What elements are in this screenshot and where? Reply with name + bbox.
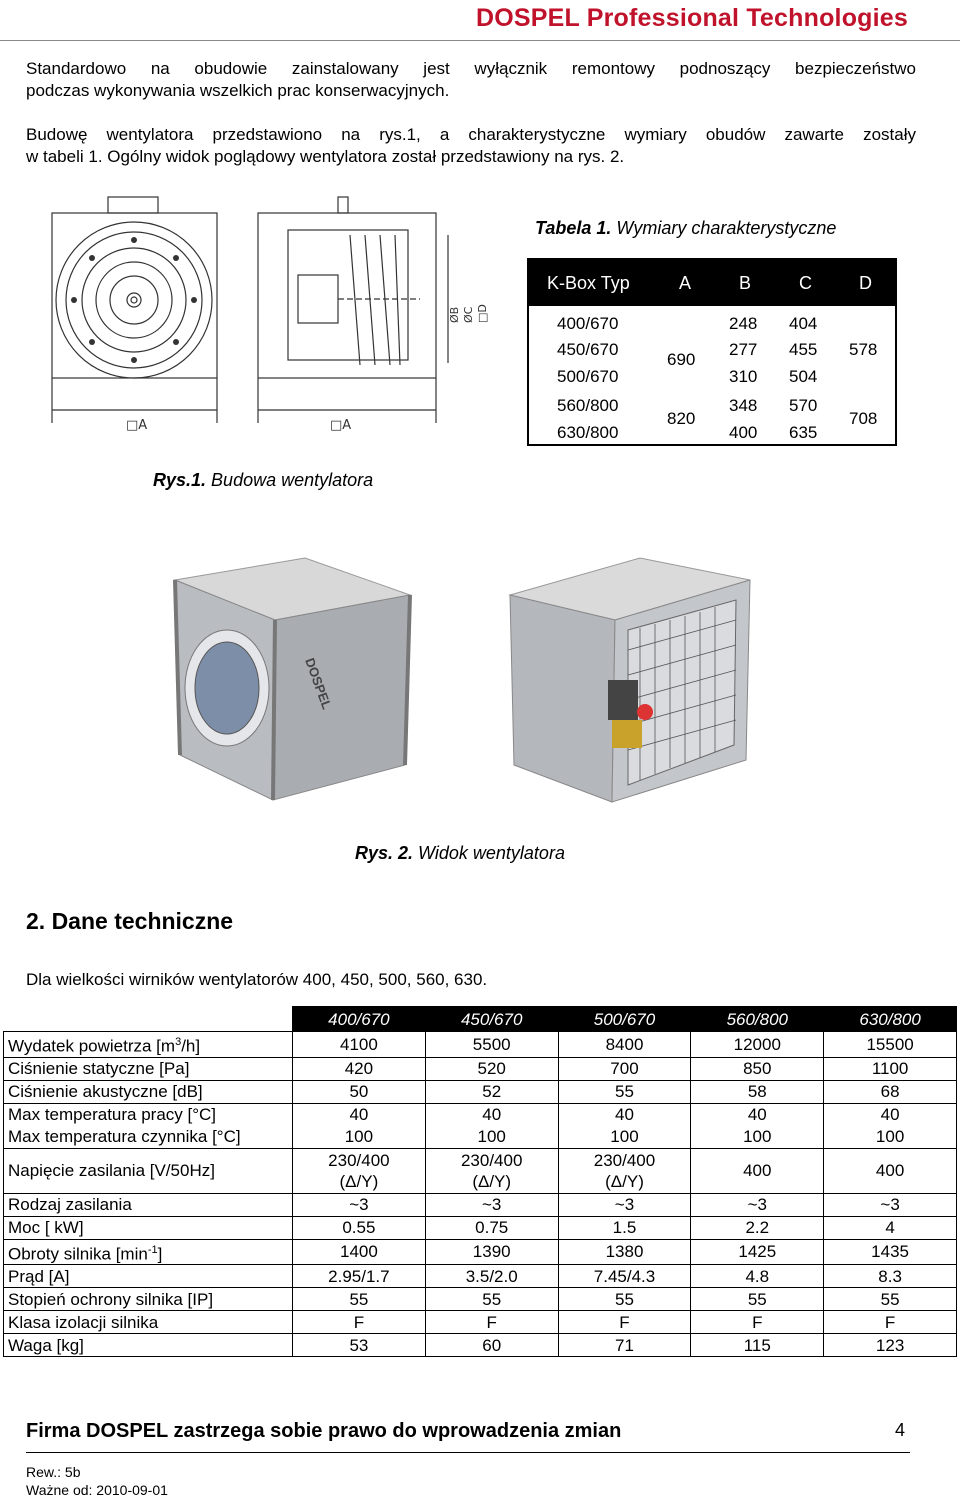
spec-cell: 60 [425, 1334, 558, 1357]
drawing-label-side-a: □A [330, 418, 352, 433]
table-row [4, 1193, 957, 1216]
spec-cell: 1435 [824, 1239, 957, 1265]
spec-cell: 7.45/4.3 [558, 1265, 691, 1288]
page-number: 4 [895, 1420, 906, 1440]
dim-a: 820 [667, 409, 696, 428]
spec-cell: 40 [824, 1103, 957, 1126]
table-row [4, 1334, 957, 1357]
spec-row-label: Max temperatura czynnika [°C] [4, 1126, 293, 1149]
spec-col-header: 400/670 [293, 1007, 426, 1032]
table1-caption [535, 218, 836, 239]
valid-from-label: Ważne od: 2010-09-01 [26, 1482, 168, 1498]
intro-p1-line1: Standardowo na obudowie zainstalowany jest wyłącznik remontowy podnoszący bezpieczeństwo [26, 59, 916, 78]
intro-paragraph-1 [26, 58, 916, 102]
table-row [4, 1288, 957, 1311]
spec-cell: 55 [824, 1288, 957, 1311]
table-row [4, 1265, 957, 1288]
spec-row-label: Rodzaj zasilania [4, 1193, 293, 1216]
spec-row-label: Napięcie zasilania [V/50Hz] [4, 1148, 293, 1193]
dimensions-table-header [529, 260, 895, 306]
spec-cell: F [824, 1311, 957, 1334]
spec-cell: 2.95/1.7 [293, 1265, 426, 1288]
spec-cell: 1380 [558, 1239, 691, 1265]
spec-cell: 3.5/2.0 [425, 1265, 558, 1288]
dim-header-b: B [739, 273, 752, 293]
header-brand: DOSPEL Professional Technologies [476, 4, 908, 32]
spec-cell: 230/400 (Δ/Y) [558, 1148, 691, 1193]
spec-cell: 1.5 [558, 1216, 691, 1239]
footer-divider [26, 1452, 910, 1453]
spec-cell: 12000 [691, 1032, 824, 1058]
spec-cell: 15500 [824, 1032, 957, 1058]
dim-type: 400/670 [557, 314, 619, 333]
spec-cell: 5500 [425, 1032, 558, 1058]
figure1-caption [153, 470, 373, 491]
spec-cell: 2.2 [691, 1216, 824, 1239]
spec-cell: 71 [558, 1334, 691, 1357]
drawing-label-b: ØB [448, 306, 461, 323]
spec-cell: 0.55 [293, 1216, 426, 1239]
spec-row-label: Waga [kg] [4, 1334, 293, 1357]
spec-cell: 40 [691, 1103, 824, 1126]
dim-c: 635 [789, 423, 818, 442]
figure2-caption-text: Widok wentylatora [413, 843, 565, 863]
table-row [4, 1311, 957, 1334]
spec-col-header: 560/800 [691, 1007, 824, 1032]
intro-p1-line2: podczas wykonywania wszelkich prac konserwacyjnych. [26, 81, 450, 100]
spec-cell: 700 [558, 1057, 691, 1080]
table-row [4, 1032, 957, 1058]
spec-cell: 68 [824, 1080, 957, 1103]
spec-row-label: Ciśnienie statyczne [Pa] [4, 1057, 293, 1080]
table-row [4, 1080, 957, 1103]
intro-p2-line1: Budowę wentylatora przedstawiono na rys.1, a charakterystyczne wymiary obudów zawarte zostały [26, 125, 916, 144]
dim-d: 708 [849, 409, 878, 428]
spec-cell: F [425, 1311, 558, 1334]
table-row [4, 1239, 957, 1265]
spec-cell: 50 [293, 1080, 426, 1103]
spec-cell: 58 [691, 1080, 824, 1103]
drawing-label-d: □D [476, 304, 489, 323]
spec-col-header: 630/800 [824, 1007, 957, 1032]
spec-cell: 52 [425, 1080, 558, 1103]
spec-cell: 4 [824, 1216, 957, 1239]
spec-cell: 55 [293, 1288, 426, 1311]
intro-p2-line2: w tabeli 1. Ogólny widok poglądowy wentylatora został przedstawiony na rys. 2. [26, 147, 625, 166]
dim-c: 455 [789, 340, 818, 359]
spec-cell: 850 [691, 1057, 824, 1080]
figure2-caption [355, 843, 565, 864]
figure2-caption-label: Rys. 2. [355, 843, 414, 863]
spec-cell: 4100 [293, 1032, 426, 1058]
header-divider [0, 40, 960, 41]
dim-type: 450/670 [557, 340, 619, 359]
dim-c: 504 [789, 367, 818, 386]
spec-cell: 55 [558, 1080, 691, 1103]
spec-cell: 55 [425, 1288, 558, 1311]
spec-cell: 53 [293, 1334, 426, 1357]
spec-cell: 0.75 [425, 1216, 558, 1239]
spec-row-label: Prąd [A] [4, 1265, 293, 1288]
intro-paragraph-2 [26, 124, 916, 168]
dospel-logo-text: DOSPEL [302, 655, 335, 712]
dim-a: 690 [667, 350, 696, 369]
dim-b: 348 [729, 396, 758, 415]
spec-cell: 1425 [691, 1239, 824, 1265]
spec-cell: 230/400 (Δ/Y) [425, 1148, 558, 1193]
spec-row-label: Obroty silnika $[\min^{-1}]$ [4, 1239, 293, 1265]
spec-cell: 400 [691, 1148, 824, 1193]
spec-cell: 100 [691, 1126, 824, 1149]
spec-cell: ~3 [425, 1193, 558, 1216]
dim-header-type: K-Box Typ [547, 273, 630, 293]
spec-cell: 40 [425, 1103, 558, 1126]
spec-cell: 400 [824, 1148, 957, 1193]
dim-b: 277 [729, 340, 758, 359]
spec-col-header: 450/670 [425, 1007, 558, 1032]
spec-cell: F [558, 1311, 691, 1334]
spec-cell: 1100 [824, 1057, 957, 1080]
spec-row-label: Moc [ kW] [4, 1216, 293, 1239]
spec-cell: 100 [824, 1126, 957, 1149]
dim-d: 578 [849, 340, 878, 359]
dim-b: 400 [729, 423, 758, 442]
spec-cell: F [293, 1311, 426, 1334]
spec-cell: ~3 [691, 1193, 824, 1216]
dimensions-table [527, 258, 897, 446]
dim-type: 500/670 [557, 367, 619, 386]
spec-row-label: Max temperatura pracy [°C] [4, 1103, 293, 1126]
spec-cell: ~3 [824, 1193, 957, 1216]
spec-cell: 100 [293, 1126, 426, 1149]
dim-type: 560/800 [557, 396, 619, 415]
spec-cell: 100 [425, 1126, 558, 1149]
spec-row-label: Klasa izolacji silnika [4, 1311, 293, 1334]
spec-cell: 115 [691, 1334, 824, 1357]
revision-label: Rew.: 5b [26, 1464, 81, 1480]
dim-c: 570 [789, 396, 818, 415]
dim-b: 310 [729, 367, 758, 386]
fan-photo-front [155, 540, 417, 810]
fan-construction-drawing [40, 195, 489, 440]
dim-c: 404 [789, 314, 818, 333]
table-row [4, 1216, 957, 1239]
table-row [4, 1148, 957, 1193]
dim-header-d: D [859, 273, 872, 293]
spec-cell: 1400 [293, 1239, 426, 1265]
spec-row-label: Wydatek powietrza $[m^3/h]$ [4, 1032, 293, 1058]
spec-cell: 520 [425, 1057, 558, 1080]
spec-cell: 1390 [425, 1239, 558, 1265]
spec-cell: ~3 [293, 1193, 426, 1216]
drawing-label-c: ØC [462, 306, 475, 323]
spec-cell: 123 [824, 1334, 957, 1357]
spec-header-row [4, 1007, 957, 1032]
section-title: 2. Dane techniczne [26, 908, 234, 934]
spec-cell: 55 [558, 1288, 691, 1311]
spec-cell: 55 [691, 1288, 824, 1311]
fan-photo-rear [500, 540, 762, 810]
spec-cell: 8400 [558, 1032, 691, 1058]
dim-header-c: C [799, 273, 812, 293]
figure1-caption-text: Budowa wentylatora [206, 470, 374, 490]
table1-caption-label: Tabela 1. [535, 218, 612, 238]
table-row [4, 1057, 957, 1080]
figure1-caption-label: Rys.1. [153, 470, 207, 490]
table-row [4, 1103, 957, 1126]
table1-caption-text: Wymiary charakterystyczne [611, 218, 837, 238]
spec-cell: 100 [558, 1126, 691, 1149]
spec-cell: 8.3 [824, 1265, 957, 1288]
table-row [4, 1126, 957, 1149]
spec-col-header: 500/670 [558, 1007, 691, 1032]
drawing-label-front-a: □A [126, 418, 148, 433]
spec-cell: 230/400 (Δ/Y) [293, 1148, 426, 1193]
spec-cell: F [691, 1311, 824, 1334]
dim-b: 248 [729, 314, 758, 333]
spec-cell: 420 [293, 1057, 426, 1080]
spec-cell: ~3 [558, 1193, 691, 1216]
spec-row-label: Ciśnienie akustyczne [dB] [4, 1080, 293, 1103]
technical-data-table [3, 1006, 957, 1357]
spec-cell: 40 [558, 1103, 691, 1126]
footer-note: Firma DOSPEL zastrzega sobie prawo do wprowadzenia zmian [26, 1420, 622, 1442]
spec-cell: 4.8 [691, 1265, 824, 1288]
section-intro: Dla wielkości wirników wentylatorów 400, 450, 500, 560, 630. [26, 970, 488, 989]
dim-header-a: A [679, 273, 692, 293]
spec-cell: 40 [293, 1103, 426, 1126]
dim-type: 630/800 [557, 423, 619, 442]
spec-row-label: Stopień ochrony silnika [IP] [4, 1288, 293, 1311]
